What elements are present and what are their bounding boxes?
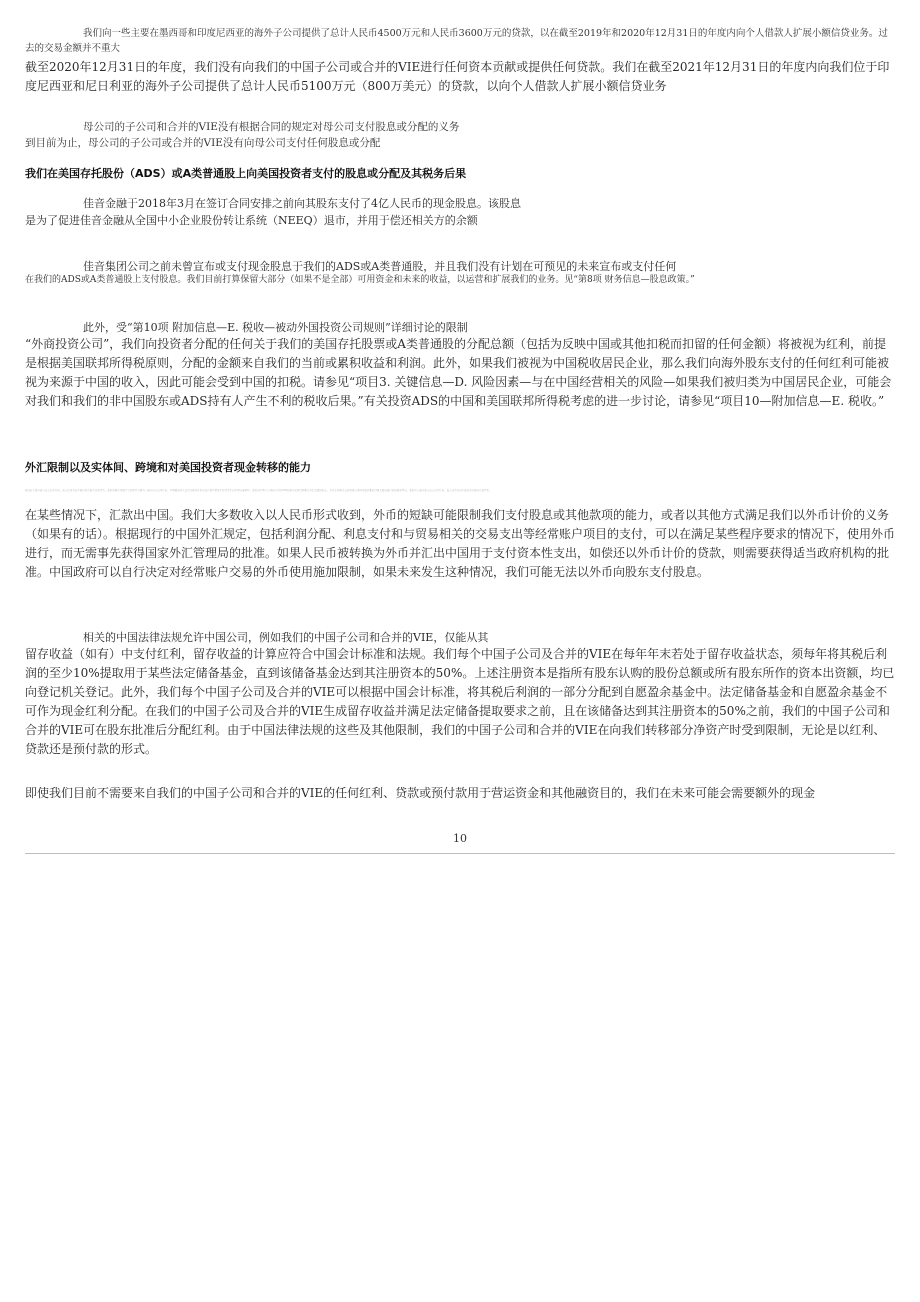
- footer-divider: [25, 853, 895, 854]
- section-heading-dividends: 我们在美国存托股份（ADS）或A类普通股上向美国投资者支付的股息或分配及其税务后果: [25, 167, 467, 180]
- paragraph-remittance: 在某些情况下，汇款出中国。我们大多数收入以人民币形式收到，外币的短缺可能限制我们支付股息或其他款项的能力，或者以其他方式满足我们以外币计价的义务（如果有的话）。根据现行的中国外汇规定，包括利润分配、利息支付和与贸易相关的交易支出等经常账户项目的支付，可以在满足某些程序要求的情况下，使用外币进行，而无需事先获得国家外汇管理局的批准。如果人民币被转换为外币并汇出中国用于支付资本性支出，如偿还以外币计价的贷款，则需要获得适当政府机构的批准。中国政府可以自行决定对经常账户交易的外币使用施加限制，如果未来发生这种情况，我们可能无法以外币向股东支付股息。: [25, 508, 896, 579]
- paragraph-future-cash: 即使我们目前不需要来自我们的中国子公司和合并的VIE的任何红利、贷款或预付款用于营运资金和其他融资目的，我们在未来可能会需要额外的现金: [25, 786, 816, 800]
- paragraph-no-obligation-line1: 母公司的子公司和合并的VIE没有根据合同的规定对母公司支付股息或分配的义务: [83, 121, 460, 133]
- paragraph-overseas-loans-small: 我们向一些主要在墨西哥和印度尼西亚的海外子公司提供了总计人民币4500万元和人民币3600万元的贷款，以在截至2019年和2020年12月31日的年度内向个人借款人扩展小额信贷业务。过去的交易金额并不重大: [25, 28, 888, 54]
- section-heading-fx-restrictions: 外汇限制以及实体间、跨境和对美国投资者现金转移的能力: [25, 461, 311, 474]
- paragraph-pfic-line1: 此外，受“第10项 附加信息—E. 税收—被动外国投资公司规则”详细讨论的限制: [83, 321, 468, 334]
- paragraph-no-dividends-line2: 在我们的ADS或A类普通股上支付股息。我们目前打算保留大部分（如果不是全部）可用资金和未来的收益，以运营和扩展我们的业务。见“第8项 财务信息—股息政策。”: [25, 275, 695, 285]
- page-number: 10: [453, 832, 467, 845]
- paragraph-cash-dividend-line1: 佳音金融于2018年3月在签订合同安排之前向其股东支付了4亿人民币的现金股息。该股息: [83, 197, 521, 210]
- paragraph-fx-tiny-print: 我们的大部分收入以人民币计价，而人民币目前不能自由兑换为其他货币。我们的现金及现金等价物中有相当一部分以人民币计价。中国政府对人民币兑换为外币以及在某些情况下将货币汇出中国实施管控。我们的中国子公司和合并的VIE的现金转移受到相关外汇法规的约束，并且在将现金支付给母公司时可能需要获得相关政府部门的批准或登记。我们的大部分收入以人民币计价，而人民币目前不能自由兑换为其他货币。: [25, 489, 492, 492]
- paragraph-no-obligation-line2: 到目前为止，母公司的子公司或合并的VIE没有向母公司支付任何股息或分配: [25, 137, 381, 149]
- paragraph-retained-earnings-rest: 留存收益（如有）中支付红利，留存收益的计算应符合中国会计标准和法规。我们每个中国子公司及合并的VIE在每年年末若处于留存收益状态，须每年将其税后利润的至少10%提取用于某些法定储备基金，直到该储备基金达到其注册资本的50%。上述注册资本是指所有股东认购的股份总额或所有股东所作的资本出资额，均已向登记机关登记。此外，我们每个中国子公司及合并的VIE可以根据中国会计标准，将其税后利润的一部分分配到自愿盈余基金中。法定储备基金和自愿盈余基金不可作为现金红利分配。在我们的中国子公司及合并的VIE生成留存收益并满足法定储备提取要求之前，且在该储备达到其注册资本的50%之前，我们的中国子公司和合并的VIE可在股东批准后分配红利。由于中国法律法规的这些及其他限制，我们的中国子公司和合并的VIE在向我们转移部分净资产时受到限制，无论是以红利、贷款还是预付款的形式。: [25, 647, 895, 756]
- paragraph-retained-earnings-line1: 相关的中国法律法规允许中国公司，例如我们的中国子公司和合并的VIE，仅能从其: [83, 631, 489, 644]
- paragraph-pfic-rest: “外商投资公司”，我们向投资者分配的任何关于我们的美国存托股票或A类普通股的分配总额（包括为反映中国或其他扣税而扣留的任何金额）将被视为红利，前提是根据美国联邦所得税原则，分配的金额来自我们的当前或累积收益和利润。此外，如果我们被视为中国税收居民企业，那么我们向海外股东支付的任何红利可能被视为来源于中国的收入，因此可能会受到中国的扣税。请参见“项目3. 关键信息—D. 风险因素—与在中国经营相关的风险—如果我们被归类为中国居民企业，可能会对我们和我们的非中国股东或ADS持有人产生不利的税收后果。”有关投资ADS的中国和美国联邦所得税考虑的进一步讨论，请参见“项目10—附加信息—E. 税收。”: [25, 337, 892, 408]
- paragraph-no-dividends-line1: 佳音集团公司之前未曾宣布或支付现金股息于我们的ADS或A类普通股，并且我们没有计划在可预见的未来宣布或支付任何: [83, 260, 677, 273]
- paragraph-capital-contributions: 截至2020年12月31日的年度，我们没有向我们的中国子公司或合并的VIE进行任何资本贡献或提供任何贷款。我们在截至2021年12月31日的年度内向我们位于印度尼西亚和尼日利亚的海外子公司提供了总计人民币5100万元（800万美元）的贷款，以向个人借款人扩展小额信贷业务: [25, 60, 890, 93]
- paragraph-cash-dividend-line2: 是为了促进佳音金融从全国中小企业股份转让系统（NEEQ）退市，并用于偿还相关方的余额: [25, 214, 478, 227]
